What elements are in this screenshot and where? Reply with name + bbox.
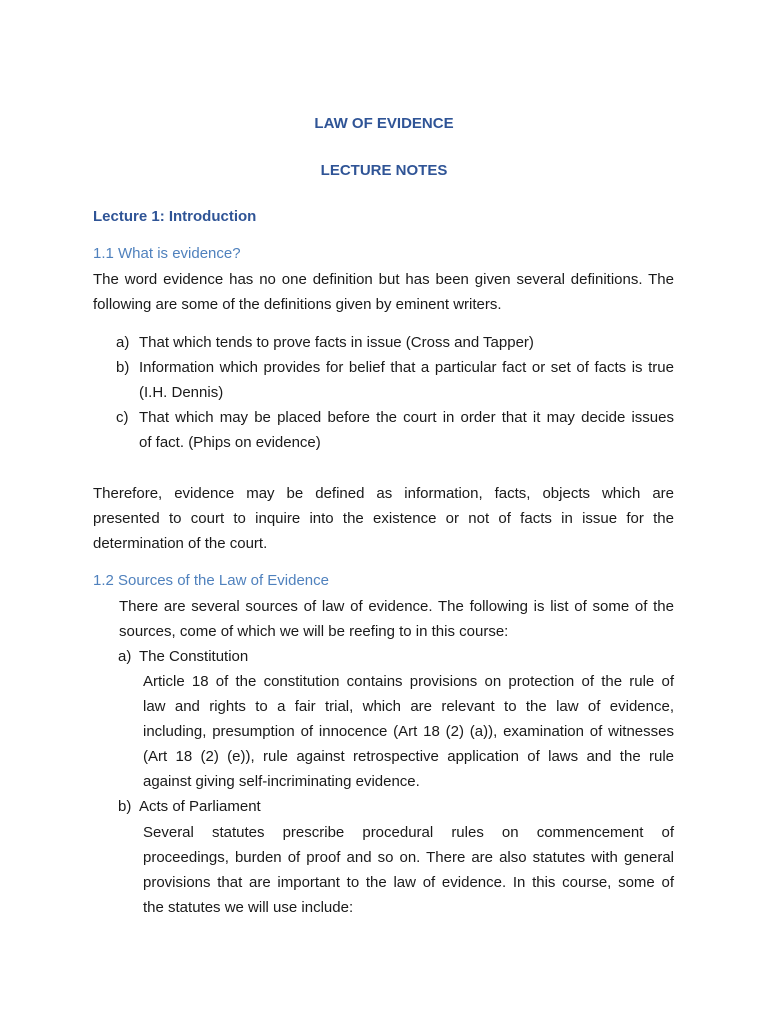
- definition-item-line: (I.H. Dennis): [139, 384, 224, 401]
- intro-paragraph-line: The word evidence has no one definition but has been given several definitions. The: [93, 271, 674, 288]
- source-paragraph-line: including, presumption of innocence (Art 18 (2) (a)), examination of witnesses: [143, 723, 674, 740]
- source-paragraph-line: proceedings, burden of proof and so on. There are also statutes with general: [143, 849, 674, 866]
- source-paragraph-line: Article 18 of the constitution contains provisions on protection of the rule of: [143, 673, 674, 690]
- sources-intro-line: There are several sources of law of evidence. The following is list of some of the: [119, 598, 674, 615]
- source-paragraph-line: (Art 18 (2) (e)), rule against retrospective application of laws and the rule: [143, 748, 674, 765]
- source-paragraph-line: Several statutes prescribe procedural rules on commencement of: [143, 824, 674, 841]
- source-paragraph-line: provisions that are important to the law of evidence. In this course, some of: [143, 874, 674, 891]
- intro-paragraph-line: following are some of the definitions given by eminent writers.: [93, 296, 502, 313]
- conclusion-paragraph-line: presented to court to inquire into the existence or not of facts in issue for the: [93, 510, 674, 527]
- list-marker: b): [118, 798, 132, 815]
- source-label-constitution: The Constitution: [139, 648, 249, 665]
- conclusion-paragraph-line: Therefore, evidence may be defined as information, facts, objects which are: [93, 485, 674, 502]
- list-marker: a): [116, 334, 130, 351]
- sources-intro-line: sources, come of which we will be reefing to in this course:: [119, 623, 509, 640]
- source-label-acts-of-parliament: Acts of Parliament: [139, 798, 261, 815]
- list-marker: b): [116, 359, 130, 376]
- list-marker: c): [116, 409, 129, 426]
- lecture-heading: Lecture 1: Introduction: [93, 208, 257, 225]
- definition-item-line: That which may be placed before the court in order that it may decide issues: [139, 409, 674, 426]
- definition-item-line: Information which provides for belief that a particular fact or set of facts is true: [139, 359, 674, 376]
- source-paragraph-line: the statutes we will use include:: [143, 899, 354, 916]
- section-heading-sources: 1.2 Sources of the Law of Evidence: [93, 572, 329, 589]
- source-paragraph-line: law and rights to a fair trial, which are relevant to the law of evidence,: [143, 698, 674, 715]
- section-heading-what-is-evidence: 1.1 What is evidence?: [93, 245, 241, 262]
- document-subtitle: LECTURE NOTES: [320, 162, 448, 179]
- conclusion-paragraph-line: determination of the court.: [93, 535, 268, 552]
- definition-item-line: of fact. (Phips on evidence): [139, 434, 321, 451]
- list-marker: a): [118, 648, 132, 665]
- definition-item-line: That which tends to prove facts in issue (Cross and Tapper): [139, 334, 534, 351]
- document-title: LAW OF EVIDENCE: [314, 115, 454, 132]
- source-paragraph-line: against giving self-incriminating evidence.: [143, 773, 420, 790]
